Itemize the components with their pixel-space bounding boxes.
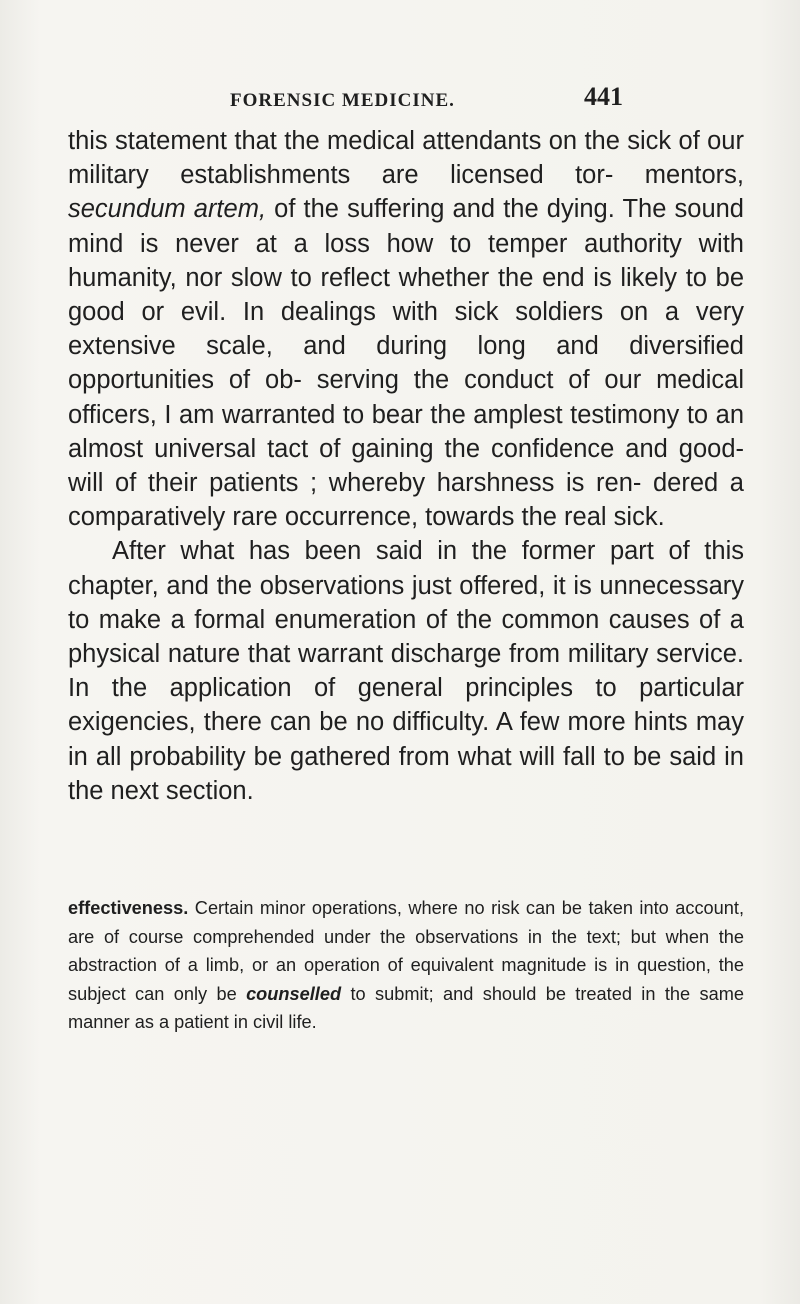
footnote-lead-word: effectiveness. [68,898,189,918]
footnote-italic: counselled [246,983,342,1004]
page-number: 441 [584,82,623,111]
paragraph-1 [68,124,744,534]
paragraph-1-text-b: of the suffering and the dying. The sound mind is never at a loss how to temper authority with humanity, nor slow to reflect whether the end is likely to be good or evil. In dealings with sick soldiers on a very extensive scale, and during long and diversified opportunities of ob- serving the conduct of our medical officers, I am warranted to bear the amplest testimony to an almost universal tact of gaining the confidence and good- will of their patients ; whereby harshness is ren- dered a comparatively rare occurrence, towards the real sick. [68,195,744,532]
paragraph-2: After what has been said in the former part of this chapter, and the observations just offered, it is unnecessary to make a formal enumeration of the common causes of a physical nature that warrant discharge from military service. In the application of general principles to particular exigencies, there can be no difficulty. A few more hints may in all probability be gathered from what will fall to be said in the next section. [68,537,744,805]
paragraph-1-text-a: this statement that the medical attendants on the sick of our military establishments are licensed tor- mentors, [68,127,744,190]
running-head [0,82,800,122]
paragraph-1-italic: secundum artem, [68,195,267,224]
footnote-text-a: Certain minor operations, where no risk can be taken into account, are of course comprehended under the observations in the text; but when the abstraction of a limb, or an operation of equivalent magnitude is in question, the subject can only be [68,898,744,1004]
footnote-text-b: to submit; and should be treated in the same manner as a patient in civil life. [68,983,744,1032]
body-text [68,124,744,808]
running-title: FORENSIC MEDICINE. [230,90,455,111]
footnote-paragraph [68,894,744,1037]
footnote [68,894,744,1037]
